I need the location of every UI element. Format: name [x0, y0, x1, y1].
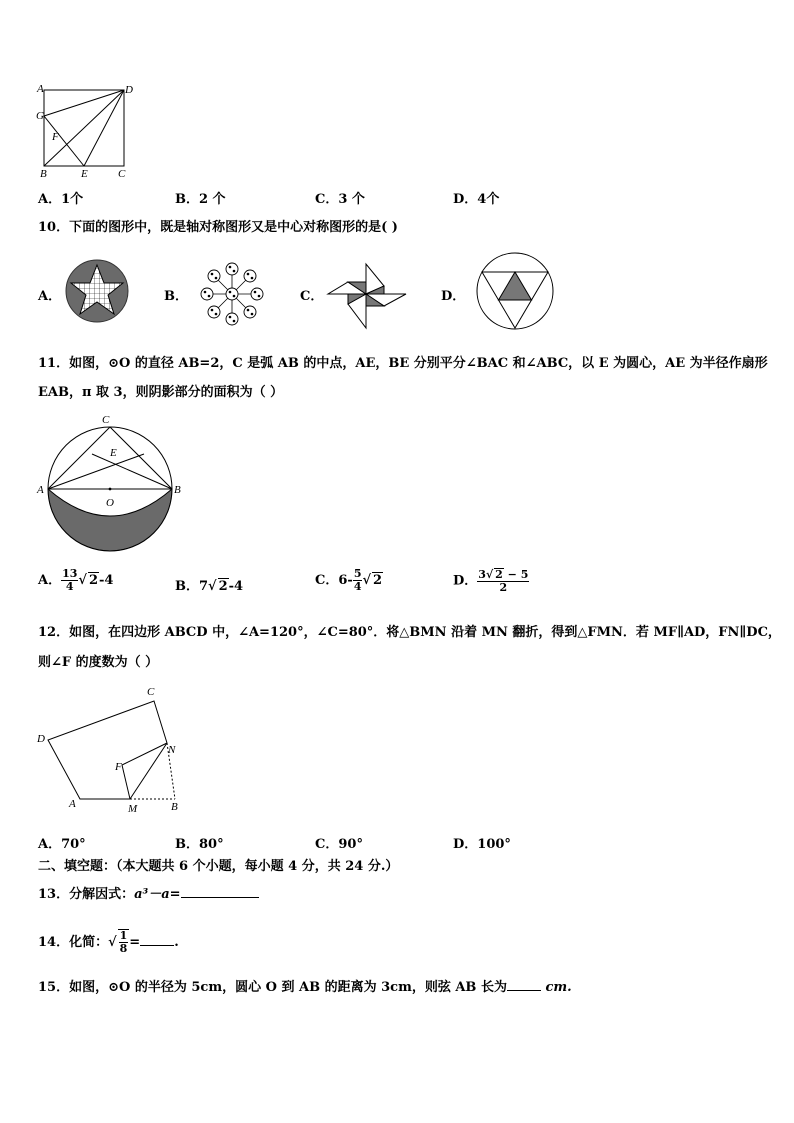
q12-stem-line2: 则∠F 的度数为（ ） — [38, 655, 159, 670]
q11-option-d: D． $\frac{3√ 2 - 5}{2}$ — [453, 568, 529, 594]
q11-label-b: B — [174, 484, 181, 496]
q9-label-b: B — [40, 168, 47, 180]
q15-answer-blank[interactable] — [507, 978, 541, 991]
q12-label-b: B — [171, 801, 178, 813]
q12-label-f: F — [115, 761, 122, 773]
q11-option-c: C．6- $\frac{5}{4}$ √ 2 — [315, 567, 383, 593]
q11-stem-line2: EAB，π 取 3，则阴影部分的面积为（ ） — [38, 385, 284, 400]
q11-figure — [32, 408, 192, 554]
q12-figure — [32, 680, 192, 820]
q10-figure-d-triangle-in-circle — [474, 250, 556, 332]
q9-figure — [32, 80, 142, 180]
q12-label-a: A — [69, 798, 76, 810]
q9-option-b: B．2 个 — [175, 192, 226, 207]
q9-label-a: A — [37, 83, 44, 95]
q13-answer-blank[interactable] — [181, 885, 259, 898]
q14-answer-blank[interactable] — [140, 933, 174, 946]
q10-option-d-letter: D． — [441, 289, 466, 304]
q9-label-e: E — [81, 168, 88, 180]
q11-label-o: O — [106, 497, 114, 509]
q10-option-a-letter: A． — [38, 289, 62, 304]
q12-option-d: D．100° — [453, 837, 511, 852]
q9-label-f: F — [52, 131, 59, 143]
q11-option-b: B．7√ 2-4 — [175, 579, 244, 594]
q12-option-b: B．80° — [175, 837, 224, 852]
q11-option-a: A． $\frac{13}{4}$ √ 2-4 — [38, 567, 114, 593]
q9-label-d: D — [125, 84, 133, 96]
q10-figure-a-star-in-circle — [64, 258, 134, 324]
q9-option-d: D．4个 — [453, 192, 500, 207]
q12-option-c: C．90° — [315, 837, 363, 852]
q12-stem-line1: 12．如图，在四边形 ABCD 中，∠A=120°，∠C=80°．将△BMN 沿着 MN 翻折，得到△FMN．若 MF∥AD，FN∥DC， — [38, 625, 781, 640]
q12-label-c: C — [147, 686, 155, 698]
q13: 13．分解因式：a³－a= — [38, 885, 259, 904]
q14: 14．化简：√ $\frac{1}{8}$ = . — [38, 929, 179, 955]
q10-stem: 10．下面的图形中，既是轴对称图形又是中心对称图形的是( ) — [38, 220, 398, 235]
q11-stem-line1: 11．如图，⊙O 的直径 AB=2，C 是弧 AB 的中点，AE，BE 分别平分∠BAC 和∠ABC，以 E 为圆心，AE 为半径作扇形 — [38, 356, 768, 371]
q11-label-a: A — [37, 484, 44, 496]
q10-figure-b-flower — [196, 260, 268, 328]
q12-option-a: A．70° — [38, 837, 86, 852]
q12-label-d: D — [37, 733, 45, 745]
q10-option-c-letter: C． — [300, 289, 324, 304]
section-2-heading: 二、填空题：（本大题共 6 个小题，每小题 4 分，共 24 分.） — [38, 859, 399, 874]
q11-label-e: E — [110, 447, 117, 459]
q12-label-m: M — [128, 803, 138, 815]
q9-option-a: A．1个 — [38, 192, 84, 207]
q15: 15．如图，⊙O 的半径为 5cm，圆心 O 到 AB 的距离为 3cm，则弦 AB 长为 cm. — [38, 980, 572, 995]
q11-label-c: C — [102, 414, 110, 426]
q10-figure-c-pinwheel — [322, 258, 412, 334]
q9-option-c: C．3 个 — [315, 192, 365, 207]
q9-label-g: G — [36, 110, 44, 122]
q9-label-c: C — [118, 168, 126, 180]
q10-option-b-letter: B． — [164, 289, 188, 304]
q12-label-n: N — [168, 744, 176, 756]
